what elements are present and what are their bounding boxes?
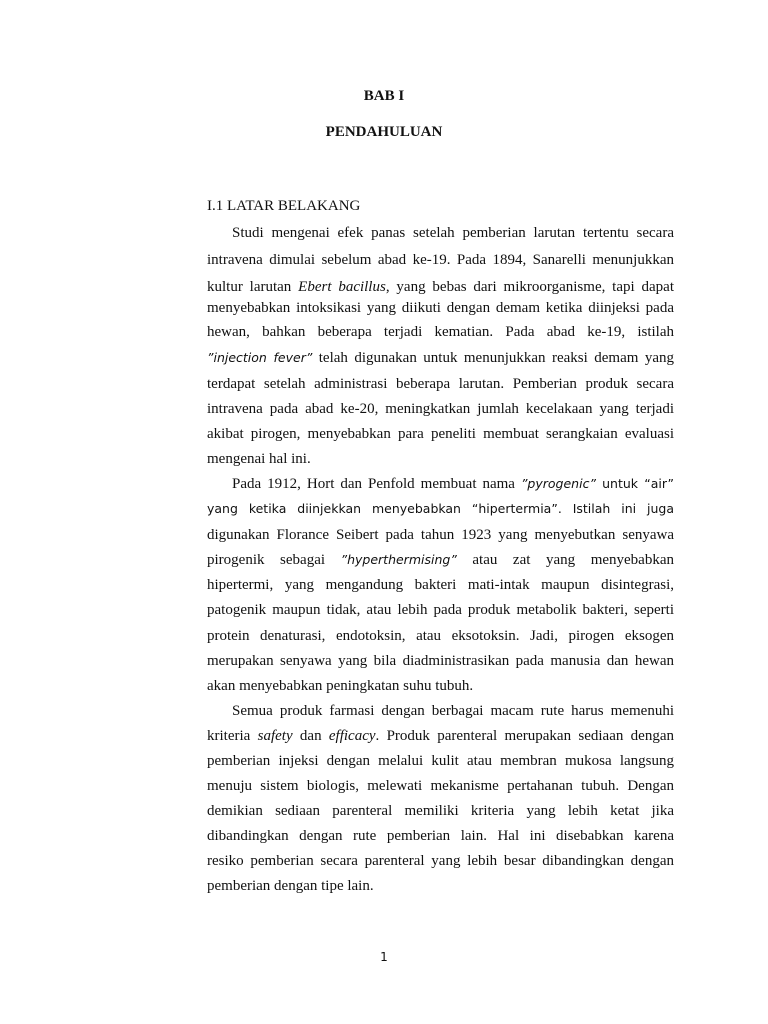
paragraph-line: intravena pada abad ke-20, meningkatkan jumlah kecelakaan yang terjadi xyxy=(207,401,674,417)
paragraph-line: kultur larutan Ebert bacillus, yang bebas dari mikroorganisme, tapi dapat xyxy=(207,279,674,295)
paragraph-line: pirogenik sebagai ”hyperthermising” atau zat yang menyebabkan xyxy=(207,552,674,568)
paragraph-line: Pada 1912, Hort dan Penfold membuat nama ”pyrogenic” untuk “air” xyxy=(232,476,674,492)
paragraph-line: menuju sistem biologis, melewati mekanisme pertahanan tubuh. Dengan xyxy=(207,778,674,794)
italic-term: ”pyrogenic” xyxy=(520,476,596,491)
page-number: 1 xyxy=(380,950,388,964)
paragraph-line: protein denaturasi, endotoksin, atau eksotoksin. Jadi, pirogen eksogen xyxy=(207,628,674,644)
paragraph-line: Studi mengenai efek panas setelah pemberian larutan tertentu secara xyxy=(232,225,674,241)
paragraph-line: kriteria safety dan efficacy. Produk parenteral merupakan sediaan dengan xyxy=(207,728,674,744)
paragraph-line: merupakan senyawa yang bila diadministrasikan pada manusia dan hewan xyxy=(207,653,674,669)
chapter-title: PENDAHULUAN xyxy=(325,124,443,140)
italic-term: ”injection fever” xyxy=(207,350,313,365)
paragraph-line: dibandingkan dengan rute pemberian lain. Hal ini disebabkan karena xyxy=(207,828,674,844)
paragraph-line: hipertermi, yang mengandung bakteri mati-intak maupun disintegrasi, xyxy=(207,577,674,593)
paragraph-line: terdapat setelah administrasi beberapa larutan. Pemberian produk secara xyxy=(207,376,674,392)
paragraph-line: akibat pirogen, menyebabkan para peneliti membuat serangkaian evaluasi xyxy=(207,426,674,442)
italic-term: ”hyperthermising” xyxy=(340,552,457,567)
paragraph-line: pemberian injeksi dengan melalui kulit atau membran mukosa langsung xyxy=(207,753,674,769)
paragraph-line: intravena dimulai sebelum abad ke-19. Pada 1894, Sanarelli menunjukkan xyxy=(207,252,674,268)
chapter-label: BAB I xyxy=(363,88,405,104)
paragraph-line: demikian sediaan parenteral memiliki kriteria yang lebih ketat jika xyxy=(207,803,674,819)
paragraph-line: digunakan Florance Seibert pada tahun 1923 yang menyebutkan senyawa xyxy=(207,527,674,543)
paragraph-line: akan menyebabkan peningkatan suhu tubuh. xyxy=(207,678,474,694)
paragraph-line: pemberian dengan tipe lain. xyxy=(207,878,374,894)
paragraph-line: Semua produk farmasi dengan berbagai macam rute harus memenuhi xyxy=(232,703,674,719)
paragraph-line: mengenai hal ini. xyxy=(207,451,311,467)
paragraph-line: ”injection fever” telah digunakan untuk menunjukkan reaksi demam yang xyxy=(207,350,674,366)
paragraph-line: patogenik maupun tidak, atau lebih pada produk metabolik bakteri, seperti xyxy=(207,602,674,618)
paragraph-line: yang ketika diinjekkan menyebabkan “hipertermia”. Istilah ini juga xyxy=(207,501,674,516)
paragraph-line: hewan, bahkan beberapa terjadi kematian. Pada abad ke-19, istilah xyxy=(207,324,674,340)
italic-term: safety xyxy=(257,728,293,744)
paragraph-line: resiko pemberian secara parenteral yang lebih besar dibandingkan dengan xyxy=(207,853,674,869)
section-title: I.1 LATAR BELAKANG xyxy=(207,198,361,214)
italic-term: Ebert bacillus xyxy=(298,279,386,295)
paragraph-line: menyebabkan intoksikasi yang diikuti dengan demam ketika diinjeksi pada xyxy=(207,300,674,316)
italic-term: efficacy xyxy=(328,728,376,744)
